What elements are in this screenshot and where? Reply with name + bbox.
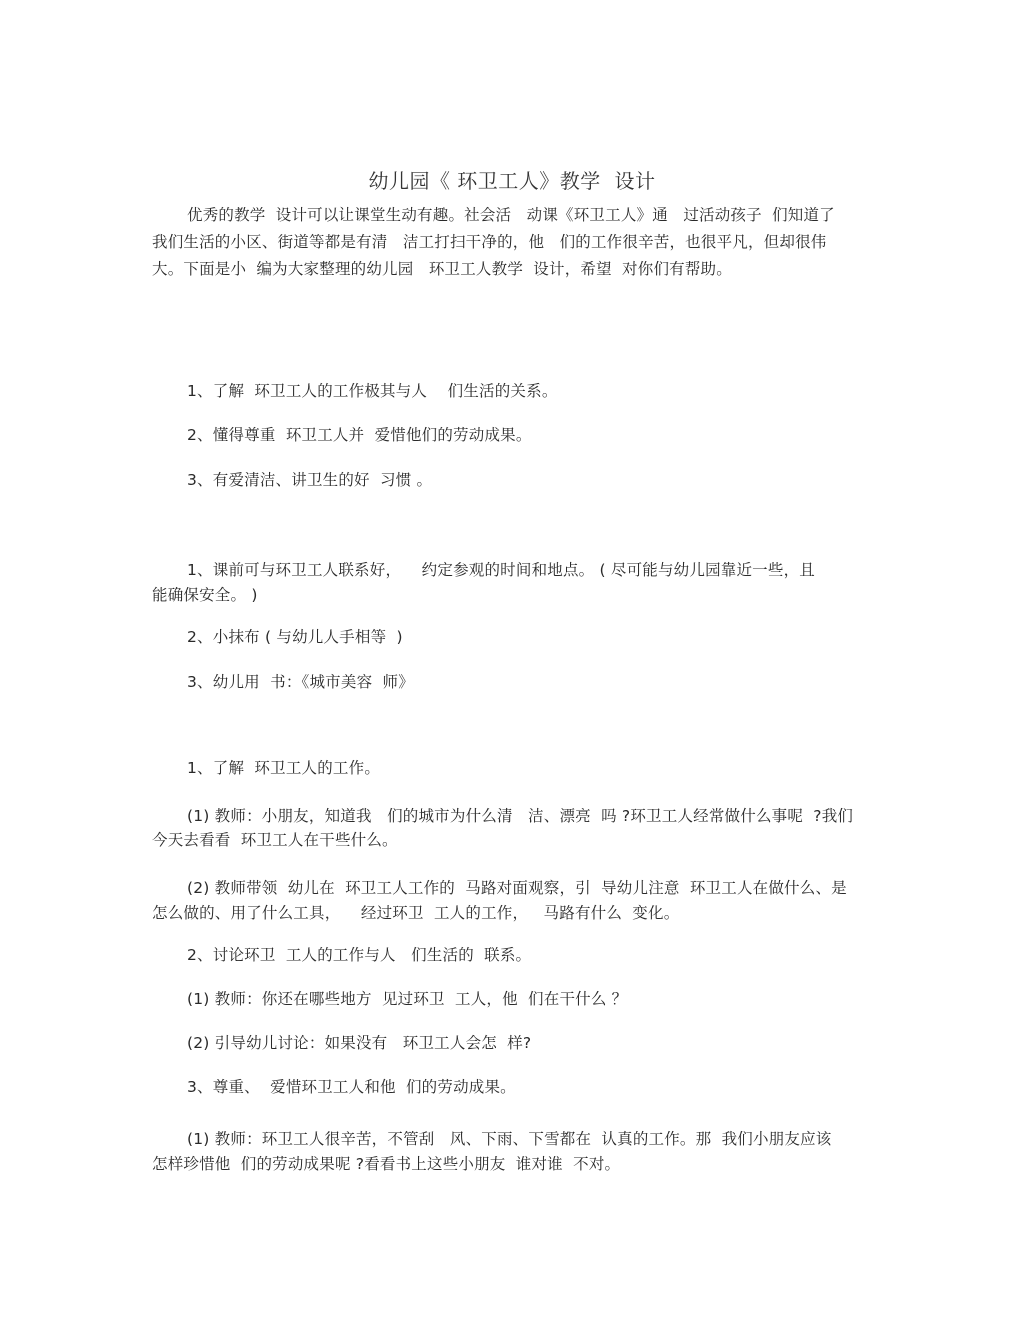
prep-item: 3、幼儿用 书：《城市美容 师》 <box>187 673 414 691</box>
process-line: (2) 引导幼儿讨论：如果没有 环卫工人会怎 样? <box>187 1034 532 1052</box>
process-step: 3、尊重、 爱惜环卫工人和他 们的劳动成果。 <box>187 1078 516 1096</box>
process-line: 怎么做的、用了什么工具， 经过环卫 工人的工作， 马路有什么 变化。 <box>152 904 680 922</box>
document-title: 幼儿园《 环卫工人》教学 设计 <box>368 169 656 193</box>
process-line: (1) 教师：环卫工人很辛苦，不管刮 风、下雨、下雪都在 认真的工作。那 我们小朋友应该 <box>187 1130 832 1148</box>
intro-line: 优秀的教学 设计可以让课堂生动有趣。社会活 动课《环卫工人》通 过活动孩子 们知道了 <box>187 206 835 224</box>
goal-item: 2、懂得尊重 环卫工人并 爱惜他们的劳动成果。 <box>187 426 532 444</box>
goal-item: 1、了解 环卫工人的工作极其与人 们生活的关系。 <box>187 382 558 400</box>
prep-item: 能确保安全。 ) <box>152 586 258 604</box>
process-line: (1) 教师：你还在哪些地方 见过环卫 工人，他 们在干什么 ？ <box>187 990 628 1008</box>
process-line: (1) 教师：小朋友，知道我 们的城市为什么清 洁、漂亮 吗 ?环卫工人经常做什么事呢 ?我们 <box>187 807 854 825</box>
process-line: 今天去看看 环卫工人在干些什么。 <box>152 831 398 849</box>
intro-line: 我们生活的小区、街道等都是有清 洁工打扫干净的，他 们的工作很辛苦，也很平凡，但却很伟 <box>152 233 827 251</box>
process-step: 2、讨论环卫 工人的工作与人 们生活的 联系。 <box>187 946 532 964</box>
goal-item: 3、有爱清洁、讲卫生的好 习惯 。 <box>187 471 433 489</box>
process-step: 1、了解 环卫工人的工作。 <box>187 759 381 777</box>
prep-item: 2、小抹布 ( 与幼儿人手相等 ) <box>187 628 403 646</box>
process-line: (2) 教师带领 幼儿在 环卫工人工作的 马路对面观察，引 导幼儿注意 环卫工人在做什么、是 <box>187 879 847 897</box>
prep-item: 1、课前可与环卫工人联系好， 约定参观的时间和地点。 ( 尽可能与幼儿园靠近一些，且 <box>187 561 815 579</box>
intro-line: 大。下面是小 编为大家整理的幼儿园 环卫工人教学 设计，希望 对你们有帮助。 <box>152 260 732 278</box>
process-line: 怎样珍惜他 们的劳动成果呢 ?看看书上这些小朋友 谁对谁 不对。 <box>152 1155 621 1173</box>
